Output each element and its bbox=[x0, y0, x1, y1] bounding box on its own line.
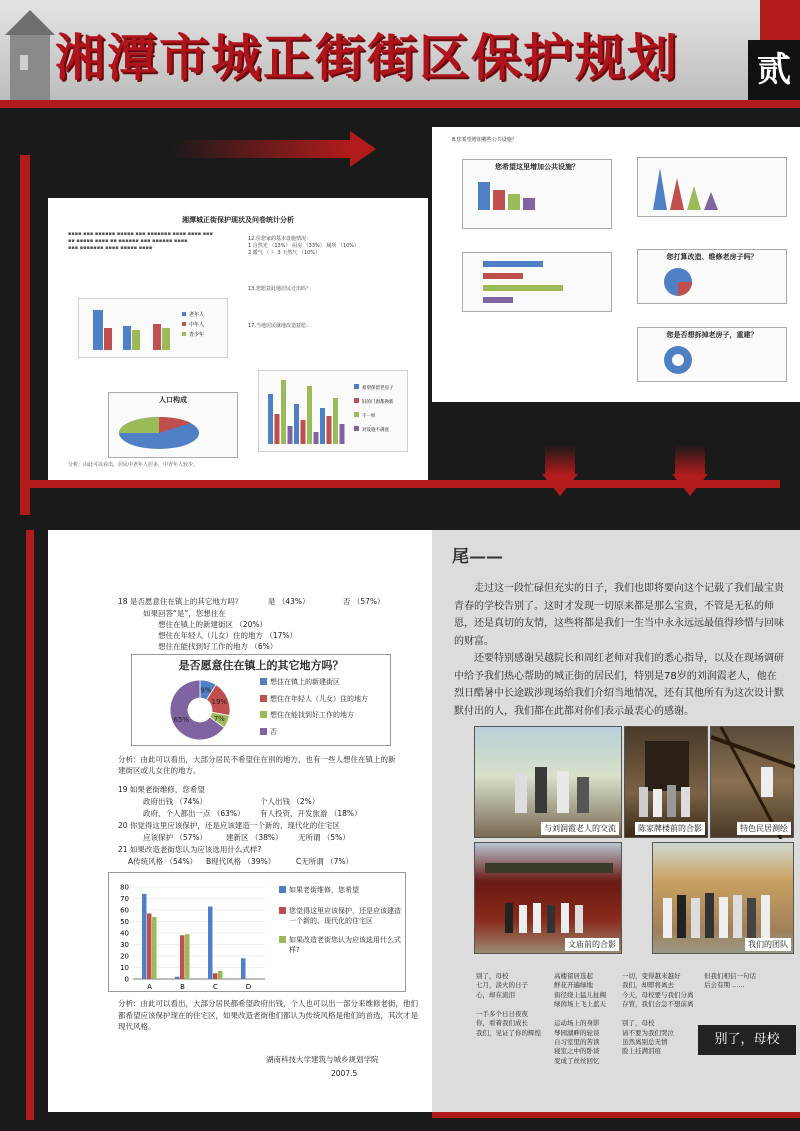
q21-question: 21 如果改造老街您认为应该选用什么式样? bbox=[118, 845, 262, 854]
q18-question: 18 是否愿意住在镇上的其它地方吗？ bbox=[118, 597, 243, 606]
poem-line: 我们，见证了你的辉煌 bbox=[476, 1028, 541, 1037]
y-tick-label: 40 bbox=[120, 929, 129, 938]
mini-bar bbox=[314, 432, 319, 444]
pie-chart-card bbox=[108, 392, 238, 458]
poem-line: 别了，母校 bbox=[622, 1019, 655, 1028]
poem-line: 自习室里的苦读 bbox=[554, 1037, 600, 1046]
legend-swatch bbox=[182, 332, 186, 336]
red-frame-bottom-right bbox=[432, 1112, 800, 1118]
poem-line: 请不要为我们哭泣 bbox=[622, 1028, 674, 1037]
legend-label: 想住在能找到好工作的地方 bbox=[270, 711, 354, 719]
q18-legend bbox=[260, 677, 388, 743]
photo-caption: 陈家牌楼前的合影 bbox=[635, 822, 705, 835]
legend-label: 想住在镇上的新建街区 bbox=[270, 678, 340, 686]
doc-line: 12.住您家的基本设施情况： bbox=[248, 236, 311, 242]
signature-org: 湖南科技大学建筑与城乡规划学院 bbox=[266, 1055, 379, 1064]
poem-line: 存管，我们会急不想前离 bbox=[622, 1000, 694, 1009]
farewell-badge: 别了，母校 bbox=[698, 1025, 796, 1055]
ending-paragraph-1: 走过这一段忙碌但充实的日子，我们也即将要向这个记载了我们最宝贵青春的学校告别了。这时才发现一切原来都是那么宝贵，不管是无私的师恩，还是真切的友情，这些将都是我们一生当中永永远远最值得珍惜与回味的财富。 bbox=[454, 583, 784, 647]
rebuild-chart bbox=[637, 327, 787, 382]
legend-label: 如果老街维修，您希望 bbox=[289, 886, 359, 894]
q20-question: 20 你觉得这里应该保护，还是应该建造一个新的、现代化的住宅区 bbox=[118, 821, 340, 830]
legend-item bbox=[279, 906, 403, 927]
q21-option: C无所谓 （7%） bbox=[296, 857, 354, 866]
poem-line: 一切，变得越来越好 bbox=[622, 972, 681, 980]
poem-line: 七月，淡火的日子 bbox=[476, 981, 528, 990]
q18-opt: 想住在镇上的新建街区 （20%） bbox=[158, 620, 268, 629]
legend-label: 不一样 bbox=[362, 414, 376, 419]
poem-line: 我们，却即将离去 bbox=[622, 981, 674, 990]
y-tick-label: 70 bbox=[120, 895, 129, 903]
y-tick-label: 20 bbox=[120, 952, 129, 961]
legend-item bbox=[279, 885, 403, 896]
doc-title: 湘潭城正街保护现状及问卷统计分析 bbox=[182, 216, 294, 224]
poem-line: 后会有期 ...... bbox=[704, 981, 745, 990]
signature-date: 2007.5 bbox=[331, 1069, 358, 1078]
y-tick-label: 50 bbox=[120, 918, 129, 926]
legend-label: 旧的门窗都换新 bbox=[362, 400, 394, 405]
photo-caption: 文庙前的合影 bbox=[565, 938, 619, 951]
doc-body: ▪▪▪▪ ▪▪▪ ▪▪▪▪▪▪ ▪▪▪▪▪ ▪▪▪ ▪▪▪▪▪▪▪ ▪▪▪▪ ▪▪▪▪ ▪▪▪ ▪▪ ▪▪▪▪▪ ▪▪▪▪ ▪▪ ▪▪▪▪▪▪ ▪▪▪ ▪▪▪▪▪▪ ▪▪▪▪ ▪▪▪ ▪▪▪▪▪▪▪ ▪▪▪▪ ▪▪▪▪▪ ▪▪▪▪ bbox=[68, 231, 213, 251]
q19-option: 政府、个人都出一点 （63%） bbox=[143, 809, 245, 818]
x-tick-label: C bbox=[213, 983, 218, 991]
poem-line: 你，看着我们成长 bbox=[476, 1019, 528, 1028]
doc-line: 13.您愿意此地居民迁出吗？ bbox=[248, 286, 311, 293]
q18-analysis: 分析：由此可以看出，大部分居民不希望住在别的地方，也有一些人想住在镇上的新建街区或儿女住的地方。 bbox=[118, 755, 396, 776]
repair-chart-title: 您打算改造、维修老房子吗？ bbox=[666, 253, 758, 261]
bar bbox=[218, 971, 223, 979]
q19-option: 有人投资，开发旅游 （18%） bbox=[260, 809, 362, 818]
q18-no: 否 （57%） bbox=[343, 597, 385, 606]
page-title: 湘潭市城正街街区保护规划 bbox=[55, 28, 679, 87]
mini-bar bbox=[294, 404, 299, 444]
divider bbox=[0, 100, 800, 108]
legend-label: 中年人 bbox=[189, 322, 205, 328]
pie-label: 9% bbox=[200, 686, 212, 695]
docC-question: 8.您希望增加哪些公共设施？ bbox=[452, 137, 517, 143]
legend-label: 青少年 bbox=[189, 332, 205, 338]
q19-21-chart-card bbox=[108, 872, 406, 992]
red-frame-left bbox=[20, 155, 30, 515]
photo-2 bbox=[624, 726, 708, 838]
photo-5 bbox=[652, 842, 794, 954]
legend-item bbox=[260, 727, 388, 738]
y-tick-label: 30 bbox=[120, 941, 129, 949]
doc-line: 1 自然光 （13%） 厨房 （33%） 厕所 （10%） bbox=[248, 242, 360, 249]
ending-panel bbox=[432, 530, 800, 1112]
poem-line bbox=[554, 1010, 624, 1019]
legend-label: 如果改造老街您认为应该选用什么式样? bbox=[289, 935, 401, 954]
q18-donut-chart bbox=[167, 677, 237, 743]
pie-title: 人口构成 bbox=[159, 396, 187, 404]
poem-line: 今天，母校要与我们分离 bbox=[622, 990, 694, 999]
arrow-right bbox=[170, 140, 350, 158]
q20-option: 建新区 （38%） bbox=[226, 833, 283, 842]
q18-yes: 是 （43%） bbox=[268, 597, 310, 606]
poem-line: 高楼留居选起 bbox=[554, 972, 593, 980]
poem-line: 别了，母校 bbox=[476, 972, 509, 980]
tower-silhouette-icon bbox=[0, 0, 60, 100]
q18-chart-card bbox=[131, 654, 391, 746]
arrow-down bbox=[545, 445, 575, 475]
mini-bar bbox=[301, 420, 306, 444]
final-analysis: 分析：由此可以看出，大部分居民都希望政府出钱，个人也可以出一部分来维修老街，他们都希望应该保护现在的住宅区，如果改造老街他们都认为传统风格是他们的首选，其次才是现代风格。 bbox=[118, 999, 418, 1032]
facility-chart-title: 您希望这里增加公共设施？ bbox=[495, 163, 579, 171]
bar bbox=[142, 894, 147, 979]
corner-accent bbox=[760, 0, 800, 40]
multi-bar-chart bbox=[258, 370, 408, 452]
poem-column-4 bbox=[704, 972, 794, 991]
q19-option: 政府出钱 （74%） bbox=[143, 797, 208, 806]
poem-line: 绿茵场上飞上蓝天 bbox=[554, 1000, 606, 1009]
bar bbox=[241, 958, 246, 979]
pie-label: 7% bbox=[213, 714, 225, 723]
legend-label: 希望保留老房子 bbox=[362, 386, 394, 391]
legend-swatch bbox=[182, 322, 186, 326]
poem-line: 脸上挂满泪痕 bbox=[622, 1047, 661, 1056]
q21-option: B现代风格 （39%） bbox=[206, 857, 276, 866]
poem-line: 但我们相信一句话 bbox=[704, 972, 756, 980]
legend-item bbox=[260, 710, 388, 721]
x-tick-label: A bbox=[147, 983, 152, 991]
legend-swatch bbox=[354, 426, 359, 431]
legend-label: 想住在年轻人（儿女）住的地方 bbox=[270, 694, 368, 703]
pie-label: 19% bbox=[211, 698, 228, 707]
poem-line: 鲜花开遍绿地 bbox=[554, 981, 593, 990]
poem-line: 街径绕上猛儿扯稠 bbox=[554, 990, 606, 999]
x-tick-label: D bbox=[245, 983, 252, 991]
facility-chart bbox=[462, 159, 612, 229]
docB-lines bbox=[248, 236, 418, 330]
q19-question: 19 如果老街维修，您希望 bbox=[118, 785, 205, 794]
photo-1 bbox=[474, 726, 622, 838]
photo-caption: 我们的团队 bbox=[745, 938, 791, 951]
arrow-down bbox=[675, 445, 705, 475]
red-frame-bottom bbox=[20, 480, 780, 488]
legend-item bbox=[260, 677, 388, 688]
red-frame-left-lower bbox=[26, 530, 34, 1120]
y-tick-label: 10 bbox=[120, 964, 129, 972]
mini-bar bbox=[327, 416, 332, 444]
age-bar-chart bbox=[78, 298, 228, 358]
mini-bar bbox=[307, 386, 312, 444]
poem-line: 一手多个日日夜夜 bbox=[476, 1009, 528, 1018]
y-tick-label: 60 bbox=[120, 906, 129, 915]
legend-item bbox=[279, 935, 403, 956]
bar-legend bbox=[279, 885, 403, 962]
x-tick-label: B bbox=[180, 983, 185, 991]
poem-line bbox=[622, 1010, 712, 1019]
photo-3 bbox=[710, 726, 794, 838]
cone-chart bbox=[637, 157, 787, 217]
survey-document-right bbox=[432, 127, 800, 402]
q21-option: A传统风格 （54%） bbox=[128, 857, 198, 866]
header-banner bbox=[0, 0, 800, 100]
repair-chart bbox=[637, 249, 787, 304]
poem-line: 寝室之中的卧谈 bbox=[554, 1047, 600, 1056]
poem-line: 变成了丝丝回忆 bbox=[554, 1056, 600, 1065]
q18-opt: 想住在年轻人（儿女）住的地方 （17%） bbox=[158, 631, 298, 640]
docA-note: 分析：由此可以看出，居民中老年人居多，中青年人较少。 bbox=[68, 462, 199, 468]
poem-line bbox=[476, 1000, 554, 1009]
legend-swatch bbox=[354, 398, 359, 403]
legend-swatch bbox=[354, 384, 359, 389]
mini-bar bbox=[333, 398, 338, 444]
poem-line: 心，却在流泪 bbox=[476, 990, 515, 999]
q18-chart-title: 是否愿意住在镇上的其它地方吗？ bbox=[178, 659, 344, 672]
y-tick-label: 0 bbox=[124, 975, 129, 984]
mini-bar bbox=[288, 426, 293, 444]
poem-column-2 bbox=[554, 972, 624, 1066]
poem-column-1 bbox=[476, 972, 554, 1038]
arrow-down-head-icon bbox=[672, 474, 708, 496]
photo-caption: 特色民居测绘 bbox=[737, 822, 791, 835]
q18-sub: 如果回答“是”，您想住在 bbox=[143, 609, 226, 618]
mini-bar bbox=[281, 380, 286, 444]
photo-4 bbox=[474, 842, 622, 954]
hbar-chart bbox=[462, 252, 612, 312]
survey-page-main bbox=[48, 530, 432, 1112]
legend-swatch bbox=[354, 412, 359, 417]
pie-label: 65% bbox=[173, 716, 190, 725]
arrow-down-head-icon bbox=[542, 474, 578, 496]
photo-caption: 与刘润霞老人的交流 bbox=[541, 822, 619, 835]
mini-bar bbox=[275, 414, 280, 444]
rebuild-chart-title: 您是否想拆掉老房子，重建？ bbox=[666, 331, 758, 339]
mini-bar bbox=[268, 394, 273, 444]
legend-item bbox=[260, 694, 388, 705]
poem-line: 虽然离别总无情 bbox=[622, 1037, 668, 1046]
poem-line: 运动场上的身影 bbox=[554, 1019, 600, 1028]
survey-bar-chart bbox=[109, 873, 277, 993]
doc-line: 2 暖气 （ ） 3 天然气 （10%） bbox=[248, 249, 321, 256]
mini-bar bbox=[320, 408, 325, 444]
poem-line: 琴园湖畔的轮谈 bbox=[554, 1028, 600, 1037]
legend-label: 您觉得这里应该保护，还是应该建造一个新的、现代化的住宅区 bbox=[289, 906, 401, 925]
bar bbox=[213, 973, 218, 979]
bar bbox=[147, 913, 152, 979]
legend-label: 老年人 bbox=[189, 312, 205, 318]
q19-option: 个人出钱 （2%） bbox=[260, 797, 320, 806]
legend-swatch bbox=[182, 312, 186, 316]
legend-label: 否 bbox=[270, 727, 277, 736]
bar bbox=[175, 977, 180, 979]
legend-label: 对设施不满意 bbox=[362, 428, 389, 433]
q20-option: 无所谓 （5%） bbox=[298, 833, 350, 842]
ending-paragraph-2: 还要特别感谢吴越院长和周红老师对我们的悉心指导，以及在现场调研中给予我们热心帮助的城正街的居民们，特别是78岁的刘润霞老人，他在烈日酷暑中长途跋涉现场给我们介绍当地情况，还有其他所有为这次设计默默付出的人，我们都在此都对你们表示最衷心的感谢。 bbox=[454, 653, 784, 717]
y-tick-label: 80 bbox=[120, 883, 129, 892]
bar bbox=[208, 907, 213, 979]
arrow-head-icon bbox=[350, 131, 376, 167]
bar bbox=[152, 917, 157, 979]
q18-opt: 想住在能找到好工作的地方 （6%） bbox=[158, 642, 278, 651]
bar bbox=[180, 935, 185, 979]
population-pie bbox=[109, 405, 239, 455]
mini-bar bbox=[340, 424, 345, 444]
survey-document bbox=[48, 198, 428, 480]
q20-option: 应该保护 （57%） bbox=[143, 833, 208, 842]
volume-badge: 贰 bbox=[748, 40, 800, 100]
ending-heading: 尾—— bbox=[452, 547, 503, 567]
doc-line: 17.当地居民就地改造意愿： bbox=[248, 323, 311, 329]
bar bbox=[185, 934, 190, 979]
